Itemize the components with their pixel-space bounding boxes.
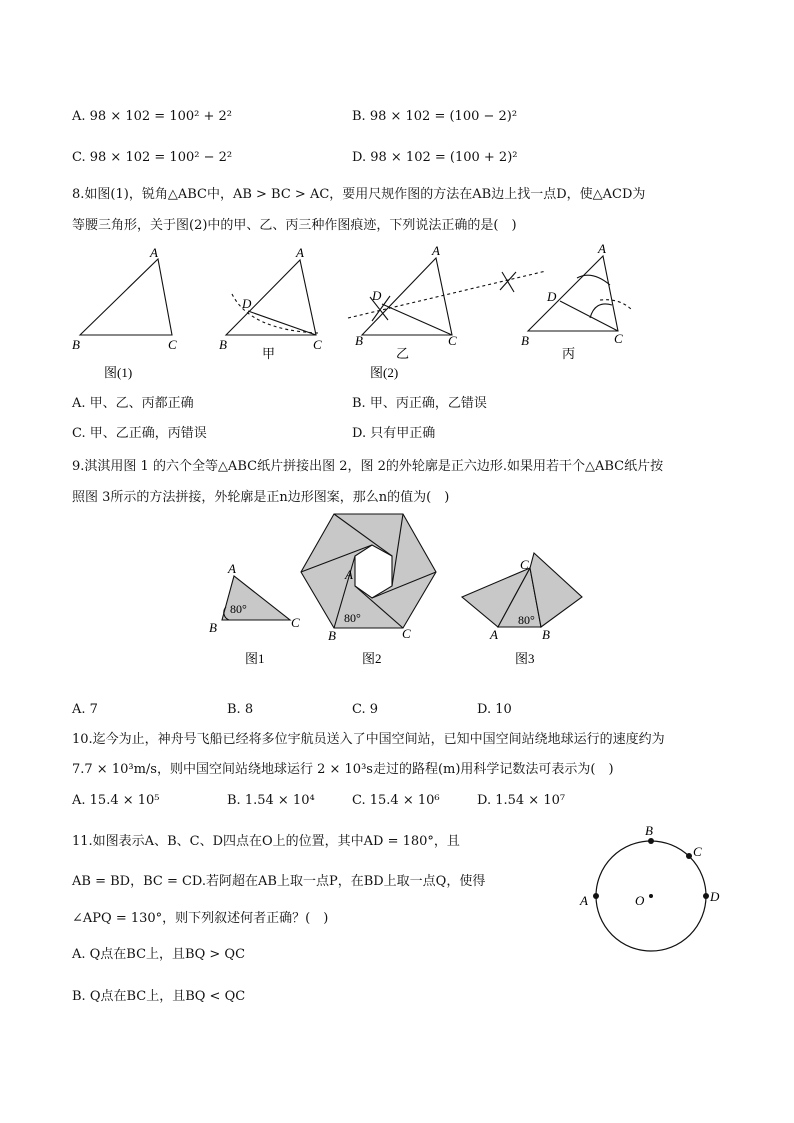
q9-caption-2: 图2	[362, 651, 382, 666]
q8-yi-label-b: B	[355, 333, 363, 348]
q11-stem-line2: AB = BD，BC = CD.若阿超在AB上取一点P，在BD上取一点Q，使得	[72, 874, 486, 889]
q11-fig-label-a: A	[580, 893, 588, 908]
q11-point-o	[649, 894, 653, 898]
q7-option-a: A. 98 × 102 = 100² + 2²	[72, 109, 232, 124]
q8-label-bing: 丙	[562, 346, 576, 361]
q8-fig1-label-c: C	[168, 337, 177, 352]
q11-point-d	[703, 893, 709, 899]
q8-jia-label-b: B	[219, 337, 227, 352]
q9-fig1-label-a: A	[228, 561, 236, 576]
q10-stem-line2: 7.7 × 10³m/s，则中国空间站绕地球运行 2 × 10³s走过的路程(m)用科学记数法可表示为( )	[72, 762, 614, 777]
q10-option-c: C. 15.4 × 10⁶	[352, 793, 440, 808]
q9-stem-line2: 照图 3所示的方法拼接，外轮廓是正n边形图案，那么n的值为( )	[72, 490, 450, 505]
q8-stem-line1: 8.如图(1)，锐角△ABC中，AB > BC > AC，要用尺规作图的方法在AB边上找一点D，使△ACD为	[72, 187, 646, 202]
q9-fig1-label-b: B	[209, 620, 217, 635]
q11-point-a	[593, 893, 599, 899]
q9-fig3-label-a: A	[490, 627, 498, 642]
q11-fig-label-d: D	[710, 889, 720, 904]
q11-fig-label-c: C	[693, 844, 702, 859]
q8-option-a: A. 甲、乙、丙都正确	[72, 396, 194, 411]
q8-option-d: D. 只有甲正确	[352, 426, 436, 441]
q8-label-jia: 甲	[262, 346, 276, 361]
q9-option-d: D. 10	[477, 702, 512, 717]
q11-stem-line1: 11.如图表示A、B、C、D四点在O上的位置，其中AD = 180°，且	[72, 834, 460, 849]
q10-option-d: D. 1.54 × 10⁷	[477, 793, 566, 808]
q8-yi-label-a: A	[432, 243, 440, 258]
q9-fig3-angle: 80°	[518, 613, 535, 627]
q8-jia-label-a: A	[296, 245, 304, 260]
q9-fig2-angle: 80°	[344, 611, 361, 625]
q9-option-b: B. 8	[227, 702, 254, 717]
q9-caption-3: 图3	[515, 651, 535, 666]
q9-fig1-label-c: C	[291, 615, 300, 630]
q8-bing-label-d: D	[547, 289, 557, 304]
q8-fig1-label-a: A	[150, 245, 158, 260]
q7-option-d: D. 98 × 102 = (100 + 2)²	[352, 150, 518, 165]
q9-option-a: A. 7	[72, 702, 98, 717]
q9-fig1-angle: 80°	[230, 602, 247, 616]
q9-figure-2	[301, 514, 436, 628]
q8-jia-label-d: D	[242, 296, 252, 311]
q11-point-c	[686, 853, 692, 859]
q9-fig2-label-c: C	[402, 626, 411, 641]
q9-fig3-label-c: C	[520, 557, 529, 572]
q10-stem-line1: 10.迄今为止，神舟号飞船已经将多位宇航员送入了中国空间站，已知中国空间站绕地球运行的速度约为	[72, 732, 665, 747]
q11-option-a: A. Q点在BC上，且BQ > QC	[72, 947, 246, 962]
q9-option-c: C. 9	[352, 702, 379, 717]
q9-fig2-label-a: A	[345, 567, 353, 582]
q11-point-b	[648, 838, 654, 844]
q8-bing-label-a: A	[598, 241, 606, 256]
q7-option-c: C. 98 × 102 = 100² − 2²	[72, 150, 233, 165]
q10-option-a: A. 15.4 × 10⁵	[72, 793, 160, 808]
q11-fig-label-o: O	[635, 893, 645, 908]
q8-fig1-label-b: B	[72, 337, 80, 352]
q9-fig3-label-b: B	[542, 627, 550, 642]
q8-option-c: C. 甲、乙正确，丙错误	[72, 426, 207, 441]
q8-label-yi: 乙	[396, 346, 410, 361]
q11-option-b: B. Q点在BC上，且BQ < QC	[72, 989, 246, 1004]
q11-fig-label-b: B	[645, 823, 653, 838]
q8-figure-bing	[528, 256, 632, 331]
q8-bing-label-b: B	[521, 333, 529, 348]
q8-caption-2: 图(2)	[370, 365, 399, 380]
q8-yi-label-d: D	[372, 288, 382, 303]
q8-figure-1	[80, 259, 172, 335]
q10-option-b: B. 1.54 × 10⁴	[227, 793, 315, 808]
q8-caption-1: 图(1)	[104, 365, 133, 380]
q9-stem-line1: 9.淇淇用图 1 的六个全等△ABC纸片拼接出图 2，图 2的外轮廓是正六边形.如果用若干个△ABC纸片按	[72, 459, 664, 474]
q9-fig2-label-b: B	[328, 628, 336, 643]
q8-jia-label-c: C	[313, 337, 322, 352]
q8-yi-label-c: C	[448, 333, 457, 348]
q8-option-b: B. 甲、丙正确，乙错误	[352, 396, 487, 411]
q8-bing-label-c: C	[614, 331, 623, 346]
q11-stem-line3: ∠APQ = 130°，则下列叙述何者正确？( )	[72, 911, 329, 926]
q7-option-b: B. 98 × 102 = (100 − 2)²	[352, 109, 518, 124]
q8-stem-line2: 等腰三角形，关于图(2)中的甲、乙、丙三种作图痕迹，下列说法正确的是( )	[72, 218, 517, 233]
q8-figure-jia	[226, 260, 318, 335]
q9-caption-1: 图1	[245, 651, 265, 666]
